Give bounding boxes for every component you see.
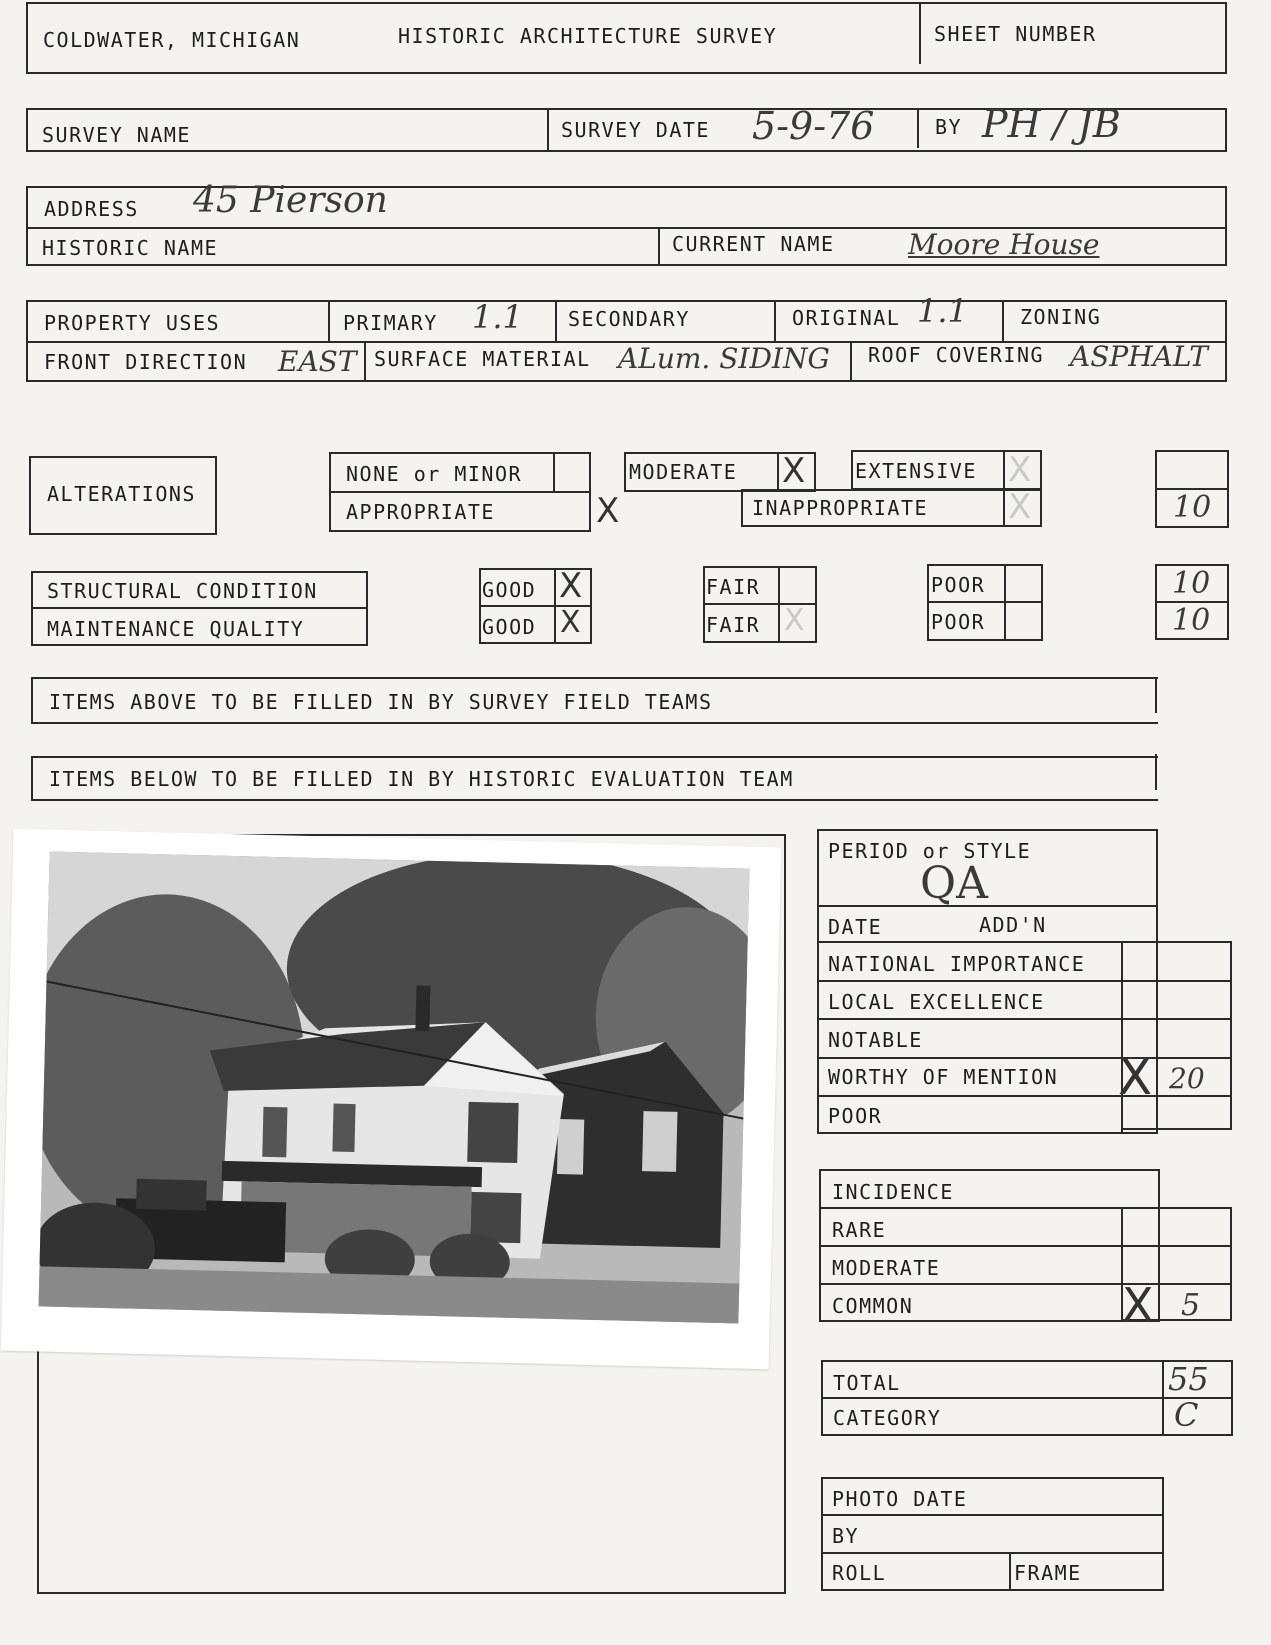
structural-condition-label: STRUCTURAL CONDITION xyxy=(47,579,318,603)
good-v xyxy=(554,568,556,644)
inappropriate-label: INAPPROPRIATE xyxy=(752,496,929,520)
fair-label-2: FAIR xyxy=(706,613,761,637)
survey-by-label: BY xyxy=(935,115,963,139)
moderate-label: MODERATE xyxy=(629,460,738,484)
current-name-value: Moore House xyxy=(908,228,1100,261)
worthy-label: WORTHY OF MENTION xyxy=(828,1065,1059,1089)
front-direction-value: EAST xyxy=(278,345,357,378)
eval-h5 xyxy=(817,1095,1232,1097)
prop-v3 xyxy=(774,300,776,341)
sheet-number-label: SHEET NUMBER xyxy=(934,22,1097,46)
appropriate-mark: X xyxy=(596,491,620,531)
eval-h4 xyxy=(817,1057,1232,1059)
survey-divider-2 xyxy=(917,108,919,148)
inc-h1 xyxy=(819,1207,1232,1209)
maintenance-quality-label: MAINTENANCE QUALITY xyxy=(47,617,305,641)
alterations-score: 10 xyxy=(1173,490,1212,525)
common-score: 5 xyxy=(1181,1288,1201,1323)
common-label: COMMON xyxy=(832,1294,914,1318)
good-label-2: GOOD xyxy=(482,615,537,639)
property-uses-label: PROPERTY USES xyxy=(44,311,221,335)
note-above-end xyxy=(1155,677,1157,713)
notable-label: NOTABLE xyxy=(828,1028,923,1052)
extensive-mark: X xyxy=(1008,450,1032,490)
roof-covering-value: ASPHALT xyxy=(1070,340,1208,373)
maintenance-score: 10 xyxy=(1172,603,1211,638)
totals-v xyxy=(1162,1360,1164,1436)
poor-v xyxy=(1004,564,1006,641)
alt-left-v1 xyxy=(553,452,555,491)
primary-label: PRIMARY xyxy=(343,311,438,335)
note-above-text: ITEMS ABOVE TO BE FILLED IN BY SURVEY FIELD TEAMS xyxy=(49,690,713,714)
eval-h3 xyxy=(817,1018,1232,1020)
moderate-v xyxy=(777,452,779,492)
alt-left-v2 xyxy=(589,491,591,532)
survey-by-value: PH / JB xyxy=(982,102,1121,146)
inc-h3 xyxy=(819,1283,1232,1285)
inc-h2 xyxy=(819,1245,1232,1247)
zoning-label: ZONING xyxy=(1020,305,1102,329)
photo-info-h1 xyxy=(821,1514,1164,1516)
poor-label-2: POOR xyxy=(931,610,986,634)
prop-v4 xyxy=(1002,300,1004,341)
prop-v2 xyxy=(555,300,557,341)
roll-label: ROLL xyxy=(832,1561,887,1585)
maintenance-good-mark: X xyxy=(560,605,581,640)
photo-date-label: PHOTO DATE xyxy=(832,1487,968,1511)
none-minor-label: NONE or MINOR xyxy=(346,462,523,486)
header-survey-title: HISTORIC ARCHITECTURE SURVEY xyxy=(398,24,778,48)
photo-info-h2 xyxy=(821,1552,1164,1554)
moderate-mark: X xyxy=(782,451,806,491)
prop-v1 xyxy=(328,300,330,341)
category-label: CATEGORY xyxy=(833,1406,942,1430)
period-label: PERIOD or STYLE xyxy=(828,839,1032,863)
category-value: C xyxy=(1174,1396,1199,1434)
local-excellence-label: LOCAL EXCELLENCE xyxy=(828,990,1045,1014)
extensive-v xyxy=(1003,450,1005,490)
poor-h xyxy=(927,601,1043,603)
eval-poor-label: POOR xyxy=(828,1104,883,1128)
address-label: ADDRESS xyxy=(44,197,139,221)
worthy-score: 20 xyxy=(1169,1062,1205,1095)
prop-v6 xyxy=(850,341,852,382)
house-photo xyxy=(39,852,750,1324)
national-importance-label: NATIONAL IMPORTANCE xyxy=(828,952,1086,976)
primary-value: 1.1 xyxy=(472,298,523,336)
survey-divider-1 xyxy=(547,108,549,152)
roof-covering-label: ROOF COVERING xyxy=(868,343,1045,367)
eval-h2 xyxy=(817,980,1232,982)
survey-date-value: 5-9-76 xyxy=(752,104,875,148)
inappropriate-mark: X xyxy=(1008,487,1032,527)
maintenance-fair-mark: X xyxy=(784,603,805,638)
extensive-label: EXTENSIVE xyxy=(855,459,977,483)
eval-date-label: DATE xyxy=(828,915,883,939)
original-value: 1.1 xyxy=(917,292,968,330)
note-below-end xyxy=(1155,754,1157,790)
fair-v xyxy=(778,566,780,643)
structural-score: 10 xyxy=(1172,566,1211,601)
common-mark: X xyxy=(1122,1278,1154,1332)
fair-label-1: FAIR xyxy=(706,575,761,599)
original-label: ORIGINAL xyxy=(792,306,901,330)
historic-name-label: HISTORIC NAME xyxy=(42,236,219,260)
eval-h1 xyxy=(817,941,1232,943)
structural-good-mark: X xyxy=(559,566,583,606)
note-below-text: ITEMS BELOW TO BE FILLED IN BY HISTORIC EVALUATION TEAM xyxy=(49,767,794,791)
secondary-label: SECONDARY xyxy=(568,307,690,331)
survey-name-label: SURVEY NAME xyxy=(42,123,191,147)
period-value: QA xyxy=(920,858,988,909)
good-label-1: GOOD xyxy=(482,578,537,602)
house-photo-image xyxy=(39,852,750,1324)
address-divider-v xyxy=(658,227,660,266)
surface-material-value: ALum. SIDING xyxy=(618,342,830,375)
inc-moderate-label: MODERATE xyxy=(832,1256,941,1280)
frame-label: FRAME xyxy=(1014,1561,1082,1585)
inappropriate-v xyxy=(1003,489,1005,527)
surface-material-label: SURFACE MATERIAL xyxy=(374,347,591,371)
photo-info-v xyxy=(1009,1552,1011,1591)
appropriate-label: APPROPRIATE xyxy=(346,500,495,524)
poor-label-1: POOR xyxy=(931,573,986,597)
worthy-mark: X xyxy=(1118,1048,1153,1106)
cond-label-h xyxy=(31,607,368,609)
incidence-label: INCIDENCE xyxy=(832,1180,954,1204)
front-direction-label: FRONT DIRECTION xyxy=(44,350,248,374)
total-value: 55 xyxy=(1168,1360,1209,1398)
header-divider xyxy=(919,2,921,64)
prop-v5 xyxy=(364,341,366,382)
total-label: TOTAL xyxy=(833,1371,901,1395)
alt-left-h xyxy=(329,491,591,493)
header-city: COLDWATER, MICHIGAN xyxy=(43,28,301,52)
eval-addn-label: ADD'N xyxy=(979,913,1047,937)
address-value: 45 Pierson xyxy=(193,180,388,221)
survey-date-label: SURVEY DATE xyxy=(561,118,710,142)
rare-label: RARE xyxy=(832,1218,887,1242)
current-name-label: CURRENT NAME xyxy=(672,232,835,256)
alterations-label: ALTERATIONS xyxy=(47,482,196,506)
photo-by-label: BY xyxy=(832,1524,860,1548)
